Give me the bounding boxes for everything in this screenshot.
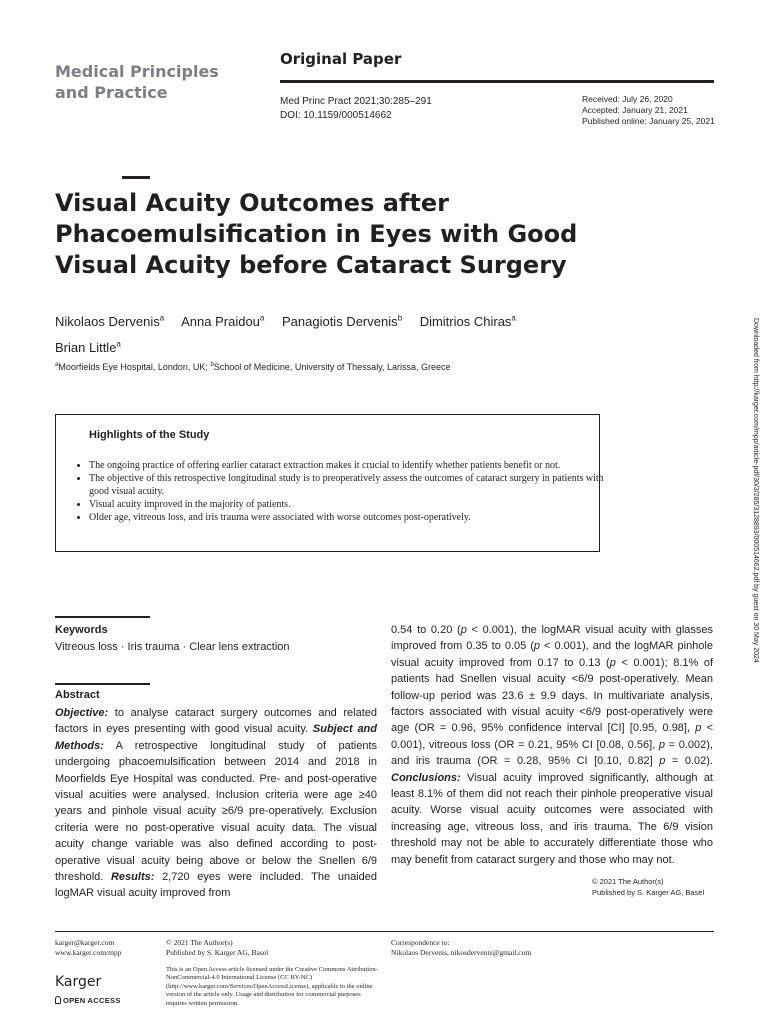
affiliations: $^a$Moorfields Eye Hospital, London, UK; $^b$School of Medicine, University of Thessaly, Larissa, Greece xyxy=(55,362,451,372)
license-text: This is an Open Access article licensed under the Creative Commons Attribution-NonCommercial-4.0 International License (CC BY-NC) (http://www.karger.com/Services/OpenAccessLicense), applicable to the online version of the article only. Usage and distribution for commercial purposes requires written permission. xyxy=(166,966,378,1007)
citation xyxy=(280,95,432,123)
list-item: • Older age, vitreous loss, and iris trauma were associated with worse outcomes post-operatively. xyxy=(89,511,604,524)
results-label: Results: xyxy=(110,871,155,884)
article-dates xyxy=(582,94,715,127)
paper-type: Original Paper xyxy=(280,50,402,68)
highlights-box xyxy=(55,414,604,552)
header-rule xyxy=(280,80,714,83)
title-rule xyxy=(122,176,150,179)
publisher-contact xyxy=(55,938,121,958)
karger-logo: Karger xyxy=(55,974,102,990)
author[interactable]: Panagiotis Dervenis$^b$ xyxy=(281,314,403,330)
title-line2: Phacoemulsification in Eyes with Good xyxy=(55,220,578,248)
abstract-copyright: © 2021 The Author(s) Published by S. Karger AG, Basel xyxy=(592,877,705,897)
title-line3: Visual Acuity before Cataract Surgery xyxy=(55,251,567,279)
journal-name-line2: and Practice xyxy=(55,83,168,102)
article-title xyxy=(55,188,655,281)
citation-doi[interactable]: DOI: 10.1159/000514662 xyxy=(280,110,392,121)
title-line1: Visual Acuity Outcomes after xyxy=(55,189,449,217)
highlights-list xyxy=(74,459,604,524)
conclusions-label: Conclusions: xyxy=(391,771,461,784)
citation-line1: Med Princ Pract 2021;30:285–291 xyxy=(280,96,432,107)
affiliation-a: Moorfields Eye Hospital, London, UK; xyxy=(58,362,208,372)
affiliation-b: School of Medicine, University of Thessaly, Larissa, Greece xyxy=(213,362,451,372)
abstract-column-left: Objective: to analyse cataract surgery outcomes and related factors in eyes presenting with good visual acuity. Subject and Methods: A retrospective longitudinal study of patients undergoing phacoemulsification between 2014 and 2018 in Moorfields Eye Hospital was conducted. Pre- and post-operative visual acuities were analysed. Inclusion criteria were age ≥40 years and pinhole visual acuity ≥6/9 pre-operatively. Exclusion criteria were no post-operative visual acuity data. The visual acuity change variable was also defined according to post-operative visual acuity being above or below the Snellen 6/9 threshold. Results: 2,720 eyes were included. The unaided logMAR visual acuity improved from xyxy=(55,707,377,900)
published-date: Published online: January 25, 2021 xyxy=(582,116,715,126)
author[interactable]: Anna Praidou$^a$ xyxy=(181,314,265,330)
author[interactable]: Brian Little$^a$ xyxy=(55,339,121,355)
correspondence: Correspondence to: Nikolaos Dervenis, nikosdervenis@gmail.com xyxy=(391,938,532,957)
abstract-heading: Abstract xyxy=(55,689,100,701)
footer-rule xyxy=(55,931,714,932)
abstract-column-right: 0.54 to 0.20 (p < 0.001), the logMAR visual acuity with glasses improved from 0.35 to 0.05 (p < 0.001), and the logMAR pinhole visual acuity improved from 0.17 to 0.13 (p < 0.001); 8.1% of patients had Snellen visual acuity <6/9 post-operatively. Mean follow-up period was 23.6 ± 9.9 days. In multivariate analysis, factors associated with visual acuity <6/9 post-operatively were age (OR = 0.96, 95% confidence interval [CI] [0.95, 0.98], p < 0.001), vitreous loss (OR = 0.21, 95% CI [0.08, 0.56], p = 0.002), and iris trauma (OR = 0.28, 95% CI [0.10, 0.82] p = 0.02). Conclusions: Visual acuity improved significantly, although at least 8.1% of them did not reach their pinhole preoperative visual acuity. Worse visual acuity outcomes were associated with increasing age, vitreous loss, and iris trauma. The 6/9 vision threshold may not be able to accurately differentiate those who may benefit from cataract surgery and those who may not. xyxy=(391,624,713,866)
list-item: • The objective of this retrospective longitudinal study is to preoperatively assess the outcomes of cataract surgery in patients with good visual acuity. xyxy=(89,472,604,498)
open-lock-icon xyxy=(55,996,61,1004)
keywords-rule xyxy=(55,616,150,618)
objective-label: Objective: xyxy=(55,707,109,719)
keywords-list: Vitreous loss · Iris trauma · Clear lens extraction xyxy=(55,641,290,653)
correspondence-email[interactable]: Nikolaos Dervenis, nikosdervenis@gmail.com xyxy=(391,948,532,957)
list-item: • The ongoing practice of offering earlier cataract extraction makes it crucial to identify whether patients benefit or not. xyxy=(89,459,604,472)
footer-copyright: © 2021 The Author(s) Published by S. Karger AG, Basel xyxy=(166,938,269,957)
publisher-website[interactable]: www.karger.com/mpp xyxy=(55,948,122,957)
author[interactable]: Nikolaos Dervenis$^a$ xyxy=(55,314,165,330)
keywords-heading: Keywords xyxy=(55,624,108,636)
list-item: • Visual acuity improved in the majority of patients. xyxy=(89,498,604,511)
accepted-date: Accepted: January 21, 2021 xyxy=(582,105,688,115)
author-list xyxy=(55,308,615,359)
methods-label: Subject and Methods: xyxy=(55,723,377,752)
abstract-rule xyxy=(55,683,150,685)
open-access-badge: OPEN ACCESS xyxy=(55,996,121,1005)
journal-name xyxy=(55,61,219,103)
publisher-email[interactable]: karger@karger.com xyxy=(55,938,115,947)
author[interactable]: Dimitrios Chiras$^a$ xyxy=(419,314,516,330)
download-note: Downloaded from http://karger.com/mpp/article-pdf/30/3/285/3128893/000514662.pdf by guest on 30 May 2024 xyxy=(752,318,759,663)
received-date: Received: July 26, 2020 xyxy=(582,94,673,104)
highlights-title: Highlights of the Study xyxy=(89,429,210,441)
journal-name-line1: Medical Principles xyxy=(55,62,219,81)
